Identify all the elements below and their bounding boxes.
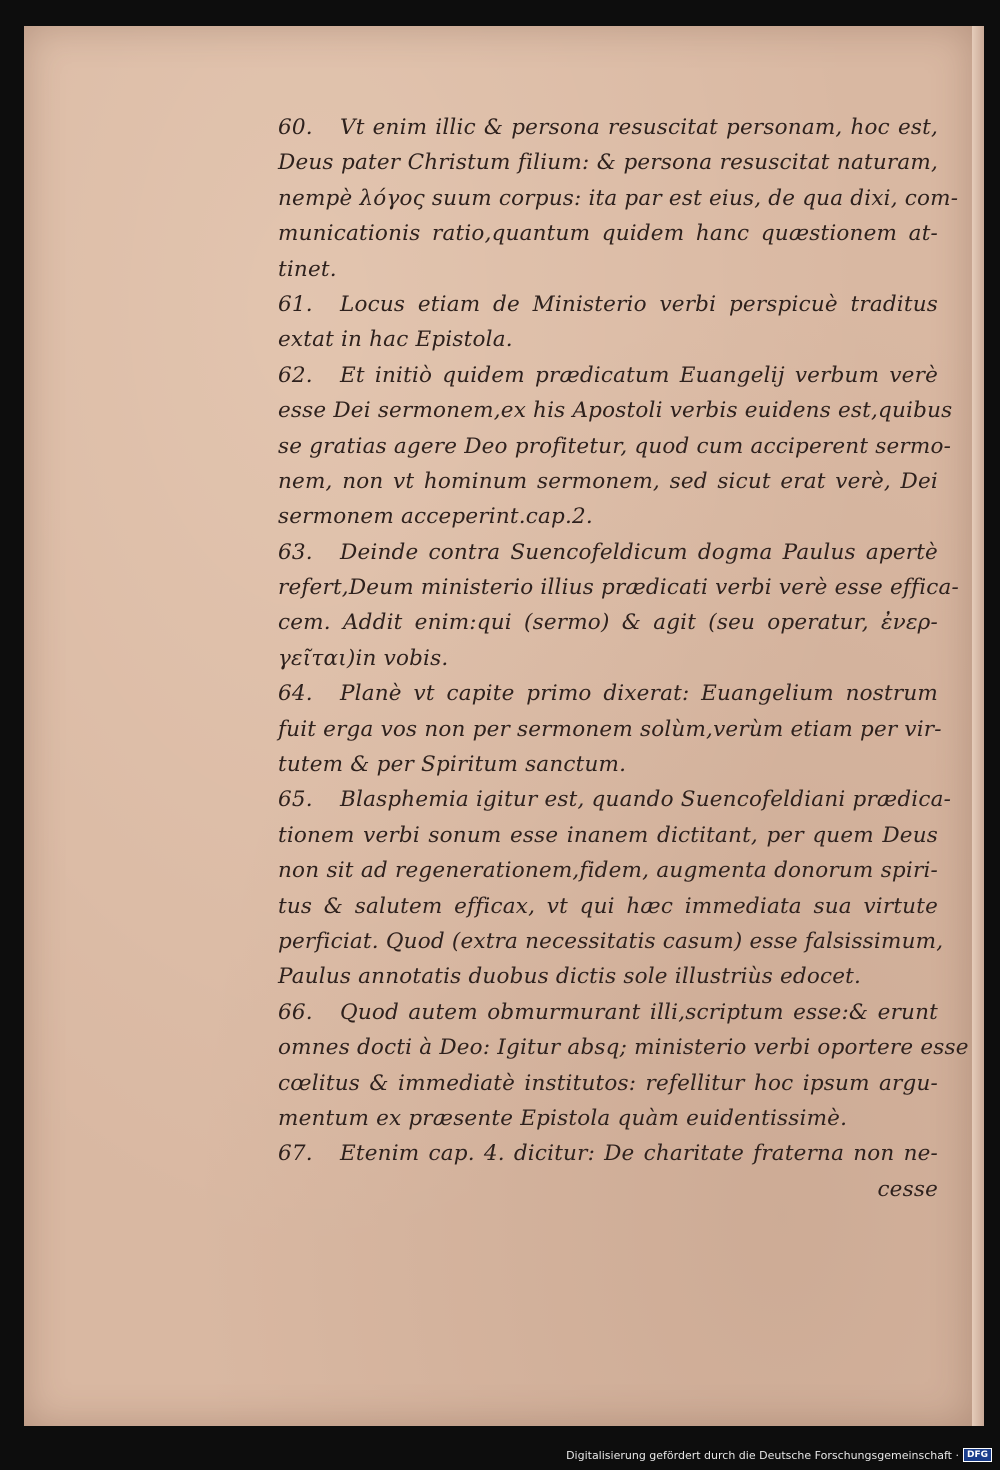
- text-line: [278, 145, 938, 180]
- text-line: [278, 641, 938, 676]
- text-line: [278, 747, 938, 782]
- line-text: γεῖται)in vobis.: [278, 645, 449, 671]
- dfg-logo: DFG: [963, 1448, 992, 1462]
- line-text: nempè λόγος suum corpus: ita par est eius, de qua dixi, com-: [278, 185, 959, 211]
- text-line: [278, 1101, 938, 1136]
- line-text: cœlitus & immediatè institutos: refellitur hoc ipsum argu-: [278, 1070, 938, 1096]
- page-edge: [972, 26, 984, 1426]
- text-line: [278, 393, 953, 428]
- paragraph-number: 62.: [278, 362, 313, 388]
- page-text-block: [278, 110, 969, 1207]
- line-text: Paulus annotatis duobus dictis sole illustriùs edocet.: [278, 964, 862, 990]
- text-line: [278, 570, 960, 605]
- paragraph-number: 66.: [278, 999, 313, 1025]
- text-line: [278, 110, 938, 145]
- text-line: [278, 712, 942, 747]
- line-text: extat in hac Epistola.: [278, 327, 513, 353]
- paragraph-number: 60.: [278, 115, 313, 140]
- text-line: [278, 287, 938, 322]
- paragraph-number: 63.: [278, 539, 313, 565]
- line-text: non sit ad regenerationem,fidem, augmenta donorum spiri-: [278, 858, 938, 884]
- text-line: [278, 1066, 938, 1101]
- text-line: [278, 605, 938, 640]
- text-line: [278, 181, 959, 216]
- line-text: Et initiò quidem prædicatum Euangelij verbum verè: [340, 362, 938, 388]
- text-line: [278, 1030, 969, 1065]
- line-text: perficiat. Quod (extra necessitatis casum) esse falsissimum,: [278, 928, 944, 954]
- text-line: [278, 464, 938, 499]
- text-line: [278, 818, 938, 853]
- line-text: cesse: [877, 1176, 938, 1202]
- text-line: [278, 924, 944, 959]
- line-text: Planè vt capite primo dixerat: Euangelium nostrum: [340, 681, 938, 707]
- paragraph-number: 67.: [278, 1141, 313, 1167]
- line-text: tinet.: [278, 256, 337, 282]
- line-text: Etenim cap. 4. dicitur: De charitate fraterna non ne-: [340, 1141, 938, 1167]
- text-line: [278, 1172, 938, 1207]
- text-line: [278, 782, 952, 817]
- line-text: tionem verbi sonum esse inanem dictitant, per quem Deus: [278, 822, 938, 848]
- text-line: [278, 499, 938, 534]
- text-line: [278, 429, 952, 464]
- line-text: refert,Deum ministerio illius prædicati verbi verè esse effica-: [278, 575, 960, 601]
- text-line: [278, 853, 938, 888]
- line-text: sermonem acceperint.cap.2.: [278, 504, 593, 530]
- digitization-credit: [566, 1448, 992, 1462]
- text-line: [278, 535, 938, 570]
- text-line: [278, 322, 938, 357]
- line-text: tutem & per Spiritum sanctum.: [278, 752, 627, 778]
- line-text: mentum ex præsente Epistola quàm euidentissimè.: [278, 1105, 848, 1131]
- paragraph-number: 64.: [278, 681, 313, 707]
- line-text: Blasphemia igitur est, quando Suencofeldiani prædica-: [340, 787, 952, 813]
- line-text: se gratias agere Deo profitetur, quod cum acciperent sermo-: [278, 433, 952, 459]
- text-line: [278, 959, 938, 994]
- text-line: [278, 1136, 938, 1171]
- line-text: Deus pater Christum filium: & persona resuscitat naturam,: [278, 150, 938, 176]
- line-text: fuit erga vos non per sermonem solùm,verùm etiam per vir-: [278, 716, 942, 742]
- line-text: omnes docti à Deo: Igitur absq; ministerio verbi oportere esse: [278, 1035, 969, 1061]
- paragraph-number: 61.: [278, 291, 313, 317]
- line-text: municationis ratio,quantum quidem hanc quæstionem at-: [278, 221, 938, 247]
- text-line: [278, 216, 938, 251]
- line-text: Vt enim illic & persona resuscitat personam, hoc est,: [340, 115, 938, 140]
- line-text: Locus etiam de Ministerio verbi perspicuè traditus: [340, 291, 938, 317]
- paragraph-number: 65.: [278, 787, 313, 813]
- line-text: esse Dei sermonem,ex his Apostoli verbis euidens est,quibus: [278, 398, 953, 424]
- credit-text: Digitalisierung gefördert durch die Deutsche Forschungsgemeinschaft ·: [566, 1448, 959, 1462]
- line-text: cem. Addit enim:qui (sermo) & agit (seu operatur, ἐνερ-: [278, 610, 938, 636]
- line-text: Deinde contra Suencofeldicum dogma Paulus apertè: [340, 539, 938, 565]
- line-text: nem, non vt hominum sermonem, sed sicut erat verè, Dei: [278, 468, 938, 494]
- text-line: [278, 676, 938, 711]
- text-line: [278, 889, 938, 924]
- line-text: tus & salutem efficax, vt qui hæc immediata sua virtute: [278, 893, 938, 919]
- text-line: [278, 252, 938, 287]
- text-line: [278, 358, 938, 393]
- text-line: [278, 995, 938, 1030]
- line-text: Quod autem obmurmurant illi,scriptum esse:& erunt: [340, 999, 938, 1025]
